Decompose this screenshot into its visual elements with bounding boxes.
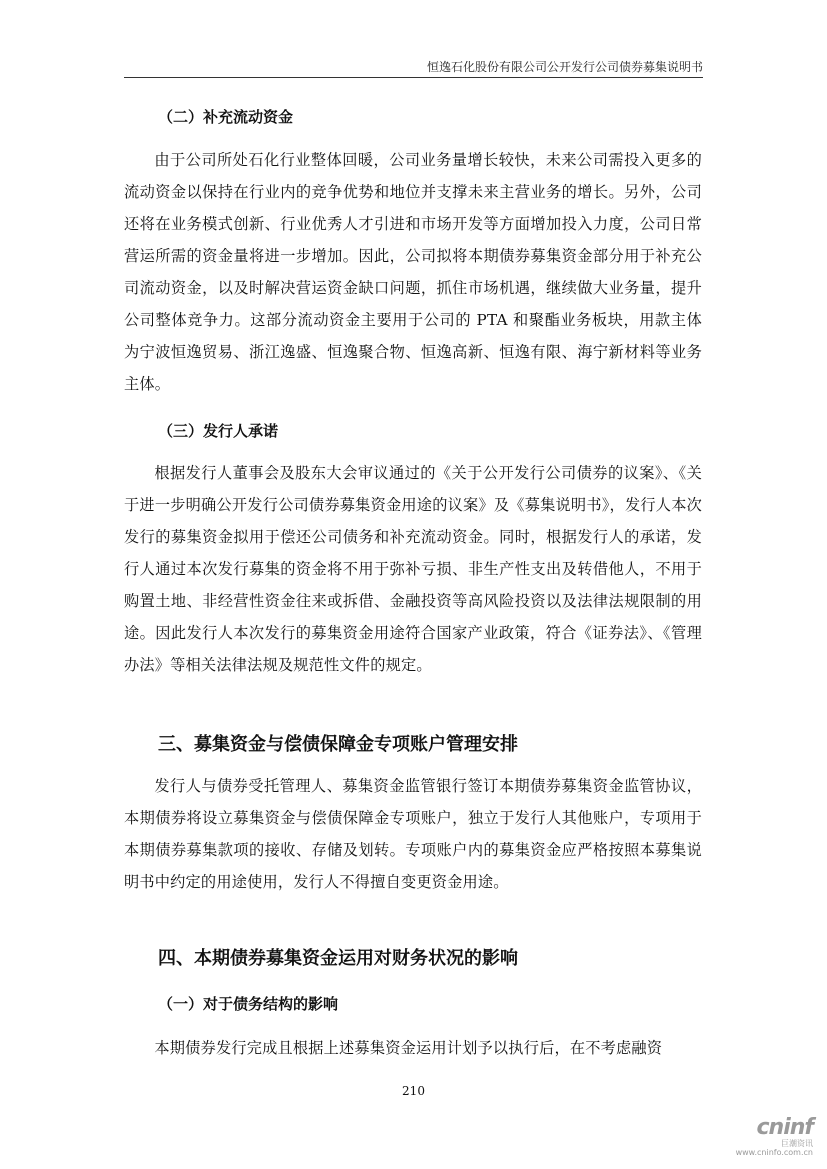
paragraph-debt-structure: 本期债券发行完成且根据上述募集资金运用计划予以执行后，在不考虑融资	[154, 1039, 663, 1057]
section-heading-special-account: 三、募集资金与偿债保障金专项账户管理安排	[158, 734, 518, 755]
paragraph-working-capital: 由于公司所处石化行业整体回暖，公司业务量增长较快，未来公司需投入更多的流动资金以保持在行业内的竞争优势和地位并支撑未来主营业务的增长。另外，公司还将在业务模式创新、行业优秀人才引进和市场开发等方面增加投入力度，公司日常营运所需的资金量将进一步增加。因此，公司拟将本期债券募集资金部分用于补充公司流动资金，以及时解决营运资金缺口问题，抓住市场机遇，继续做大业务量，提升公司整体竞争力。这部分流动资金主要用于公司的 PTA 和聚酯业务板块，用款主体为宁波恒逸贸易、浙江逸盛、恒逸聚合物、恒逸高新、恒逸有限、海宁新材料等业务主体。	[124, 151, 702, 393]
cninfo-url: www.cninfo.com.cn	[735, 1148, 813, 1157]
cninfo-watermark	[736, 1117, 813, 1157]
cninfo-cn-name: 巨潮资讯	[781, 1139, 813, 1148]
cninfo-logo: cninf	[756, 1115, 813, 1140]
subsection-heading-debt-structure: （一）对于债务结构的影响	[158, 995, 339, 1013]
section-heading-financial-impact: 四、本期债券募集资金运用对财务状况的影响	[158, 948, 518, 969]
subsection-heading-issuer-commitment: （三）发行人承诺	[158, 422, 279, 440]
paragraph-issuer-commitment: 根据发行人董事会及股东大会审议通过的《关于公开发行公司债券的议案》、《关于进一步明确公开发行公司债券募集资金用途的议案》及《募集说明书》，发行人本次发行的募集资金拟用于偿还公司债务和补充流动资金。同时，根据发行人的承诺，发行人通过本次发行募集的资金将不用于弥补亏损、非生产性支出及转借他人，不用于购置土地、非经营性资金往来或拆借、金融投资等高风险投资以及法律法规限制的用途。因此发行人本次发行的募集资金用途符合国家产业政策，符合《证券法》、《管理办法》等相关法律法规及规范性文件的规定。	[124, 464, 702, 674]
paragraph-special-account: 发行人与债券受托管理人、募集资金监管银行签订本期债券募集资金监管协议，本期债券将设立募集资金与偿债保障金专项账户，独立于发行人其他账户，专项用于本期债券募集款项的接收、存储及划转。专项账户内的募集资金应严格按照本募集说明书中约定的用途使用，发行人不得擅自变更资金用途。	[124, 777, 702, 891]
page-number: 210	[402, 1084, 425, 1098]
subsection-heading-working-capital: （二）补充流动资金	[158, 108, 294, 126]
document-header-title: 恒逸石化股份有限公司公开发行公司债券募集说明书	[426, 60, 703, 74]
header-divider	[124, 77, 703, 78]
